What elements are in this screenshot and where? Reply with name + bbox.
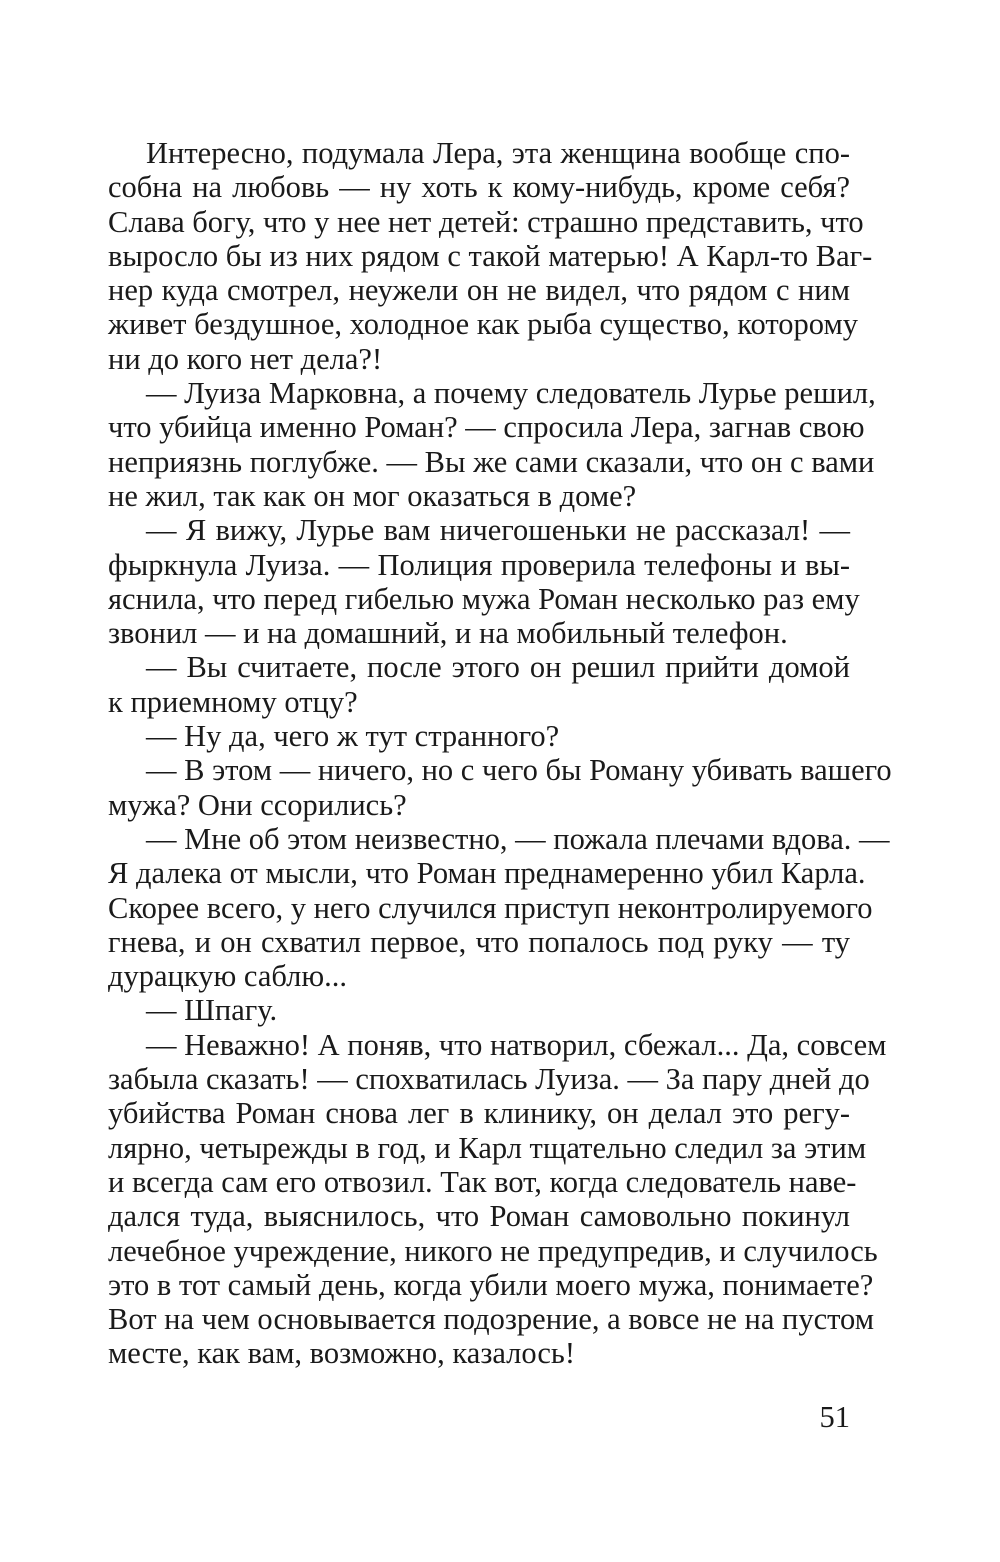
- text-line: — В этом — ничего, но с чего бы Роману убивать вашего: [146, 753, 892, 788]
- text-line: — Луиза Марковна, а почему следователь Лурье решил,: [146, 376, 876, 411]
- text-line: звонил — и на домашний, и на мобильный телефон.: [108, 616, 788, 651]
- text-line: — Неважно! А поняв, что натворил, сбежал... Да, совсем: [146, 1027, 887, 1062]
- text-line: Слава богу, что у нее нет детей: страшно представить, что: [108, 204, 864, 239]
- text-line: мужа? Они ссорились?: [108, 787, 407, 822]
- text-line: — Ну да, чего ж тут странного?: [146, 719, 560, 754]
- text-line: — Я вижу, Лурье вам ничегошеньки не рассказал! —: [146, 513, 850, 548]
- text-line: живет бездушное, холодное как рыба существо, которому: [108, 307, 859, 342]
- text-line: — Мне об этом неизвестно, — пожала плечами вдова. —: [146, 821, 890, 856]
- text-line: неприязнь поглубже. — Вы же сами сказали, что он с вами: [108, 444, 875, 479]
- text-line: ни до кого нет дела?!: [108, 341, 383, 376]
- text-line: нер куда смотрел, неужели он не видел, что рядом с ним: [108, 273, 850, 308]
- text-line: выросло бы из них рядом с такой матерью! А Карл-то Ваг-: [108, 238, 873, 273]
- text-line: что убийца именно Роман? — спросила Лера, загнав свою: [108, 410, 865, 445]
- text-line: Я далека от мысли, что Роман преднамеренно убил Карла.: [108, 856, 866, 891]
- text-line: Интересно, подумала Лера, эта женщина вообще спо-: [146, 136, 850, 170]
- text-line: это в тот самый день, когда убили моего мужа, понимаете?: [108, 1267, 874, 1302]
- text-line: — Вы считаете, после этого он решил прийти домой: [146, 650, 850, 685]
- page-number: 51: [819, 1400, 850, 1434]
- text-line: лечебное учреждение, никого не предупредив, и случилось: [108, 1233, 878, 1268]
- text-line: собна на любовь — ну хоть к кому-нибудь, кроме себя?: [108, 170, 850, 205]
- text-line: Вот на чем основывается подозрение, а вовсе не на пустом: [108, 1302, 875, 1337]
- text-line: и всегда сам его отвозил. Так вот, когда следователь наве-: [108, 1164, 857, 1199]
- text-line: — Шпагу.: [146, 993, 278, 1028]
- text-line: гнева, и он схватил первое, что попалось под руку — ту: [108, 924, 850, 959]
- text-line: дался туда, выяснилось, что Роман самовольно покинул: [108, 1199, 850, 1234]
- text-line: забыла сказать! — спохватилась Луиза. — За пару дней до: [108, 1062, 870, 1097]
- text-line: фыркнула Луиза. — Полиция проверила телефоны и вы-: [108, 547, 850, 582]
- text-line: убийства Роман снова лег в клинику, он делал это регу-: [108, 1096, 850, 1131]
- body-text: [108, 136, 892, 1371]
- text-line: Скорее всего, у него случился приступ неконтролируемого: [108, 890, 873, 925]
- text-line: не жил, так как он мог оказаться в доме?: [108, 478, 637, 513]
- text-line: к приемному отцу?: [108, 684, 358, 719]
- text-line: дурацкую саблю...: [108, 959, 348, 994]
- text-line: лярно, четырежды в год, и Карл тщательно следил за этим: [108, 1130, 867, 1165]
- text-line: месте, как вам, возможно, казалось!: [108, 1336, 576, 1371]
- text-line: яснила, что перед гибелью мужа Роман несколько раз ему: [108, 581, 860, 616]
